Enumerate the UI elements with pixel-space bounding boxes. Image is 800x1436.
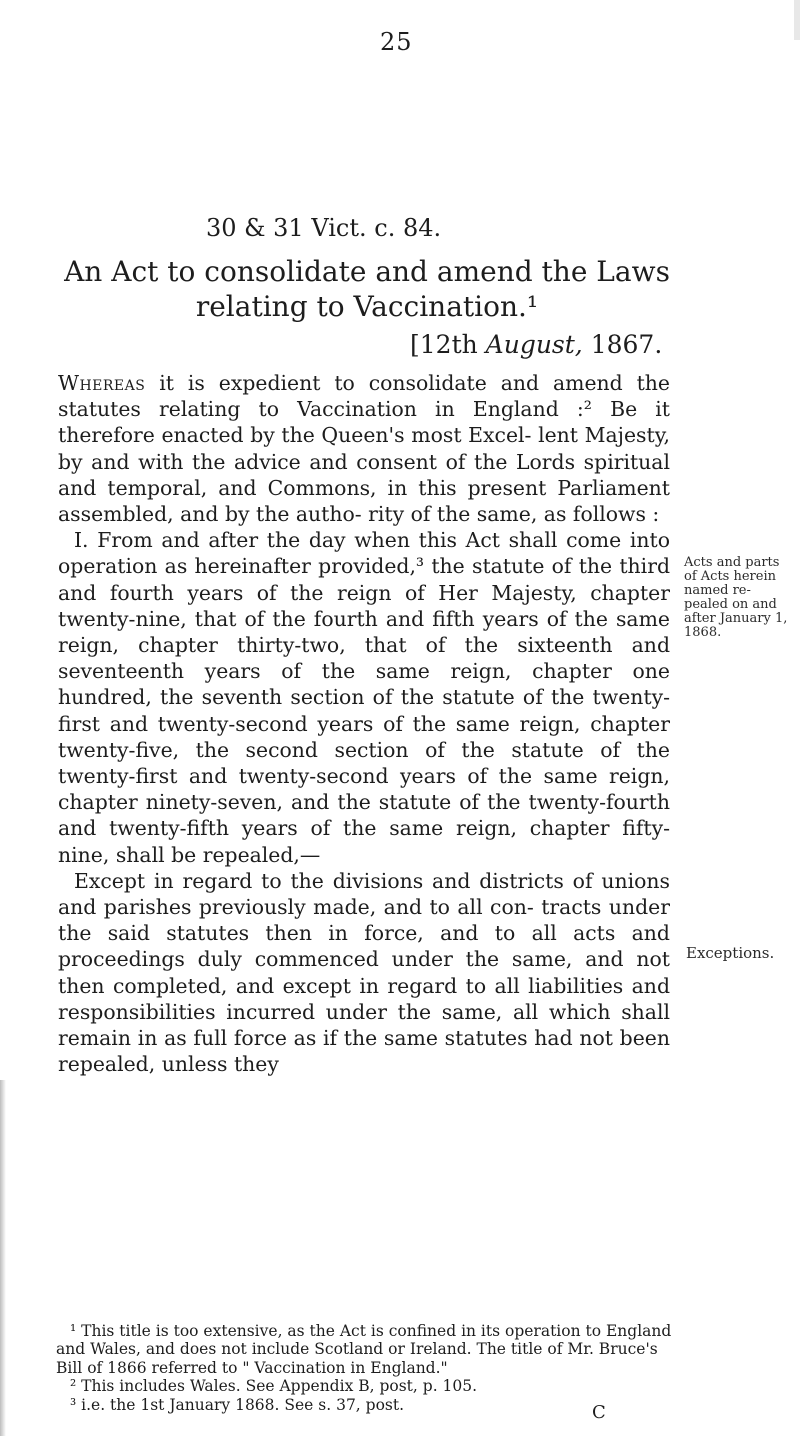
date-year: 1867. (582, 330, 663, 359)
page-number: 25 (380, 28, 413, 56)
footnote-3: ³ i.e. the 1st January 1868. See s. 37, post. (70, 1395, 405, 1414)
preamble-lead-word: Whereas (58, 371, 146, 395)
exceptions-paragraph: Except in regard to the divisions and districts of unions and parishes previously made, and to all con- tracts under the said statutes then in force, and to all acts and proceedings duly commenced under the same, and not then completed, and except in regard to all liabilities and responsibilities incurred under the same, all which shall remain in as full force as if the same statutes had not been repealed, unless they (58, 868, 670, 1077)
margin-note-repeal: Acts and parts of Acts herein named re- pealed on and after January 1, 1868. (684, 555, 788, 640)
page-edge-mark (794, 0, 800, 40)
act-date (410, 330, 662, 359)
section-1-paragraph: I. From and after the day when this Act shall come into operation as hereinafter provided,³ the statute of the third and fourth years of the reign of Her Majesty, chapter twenty-nine, that of the fourth and fifth years of the same reign, chapter thirty-two, that of the sixteenth and seventeenth years of the same reign, chapter one hundred, the seventh section of the statute of the twenty-first and twenty-second years of the same reign, chapter twenty-five, the second section of the statute of the twenty-first and twenty-second years of the same reign, chapter ninety-seven, and the statute of the twenty-fourth and twenty-fifth years of the same reign, chapter fifty-nine, shall be repealed,— (58, 528, 670, 867)
signature-mark: C (592, 1402, 606, 1423)
act-title: An Act to consolidate and amend the Laws relating to Vaccination.¹ (64, 255, 670, 323)
act-body (58, 370, 670, 1077)
preamble-text: it is expedient to consolidate and amend the statutes relating to Vaccination in England :² Be it therefore enacted by the Queen's most Excel- lent Majesty, by and with the advice and consent of the Lords spiritual and temporal, and Commons, in this present Parliament assembled, and by the autho- rity of the same, as follows : (58, 371, 670, 527)
footnote-2: ² This includes Wales. See Appendix B, post, p. 105. (70, 1377, 478, 1396)
footnotes (56, 1322, 672, 1414)
act-reference: 30 & 31 Vict. c. 84. (206, 214, 442, 242)
margin-note-exceptions: Exceptions. (686, 944, 775, 962)
date-prefix: [12th (410, 330, 486, 359)
footnote-1: ¹ This title is too extensive, as the Act is confined in its operation to England and Wales, and does not include Scotland or Ireland. The title of Mr. Bruce's Bill of 1866 referred to " Vaccination in England." (56, 1322, 672, 1377)
binding-shadow (0, 1080, 6, 1436)
date-month: August, (485, 330, 583, 359)
preamble-paragraph (58, 370, 670, 527)
